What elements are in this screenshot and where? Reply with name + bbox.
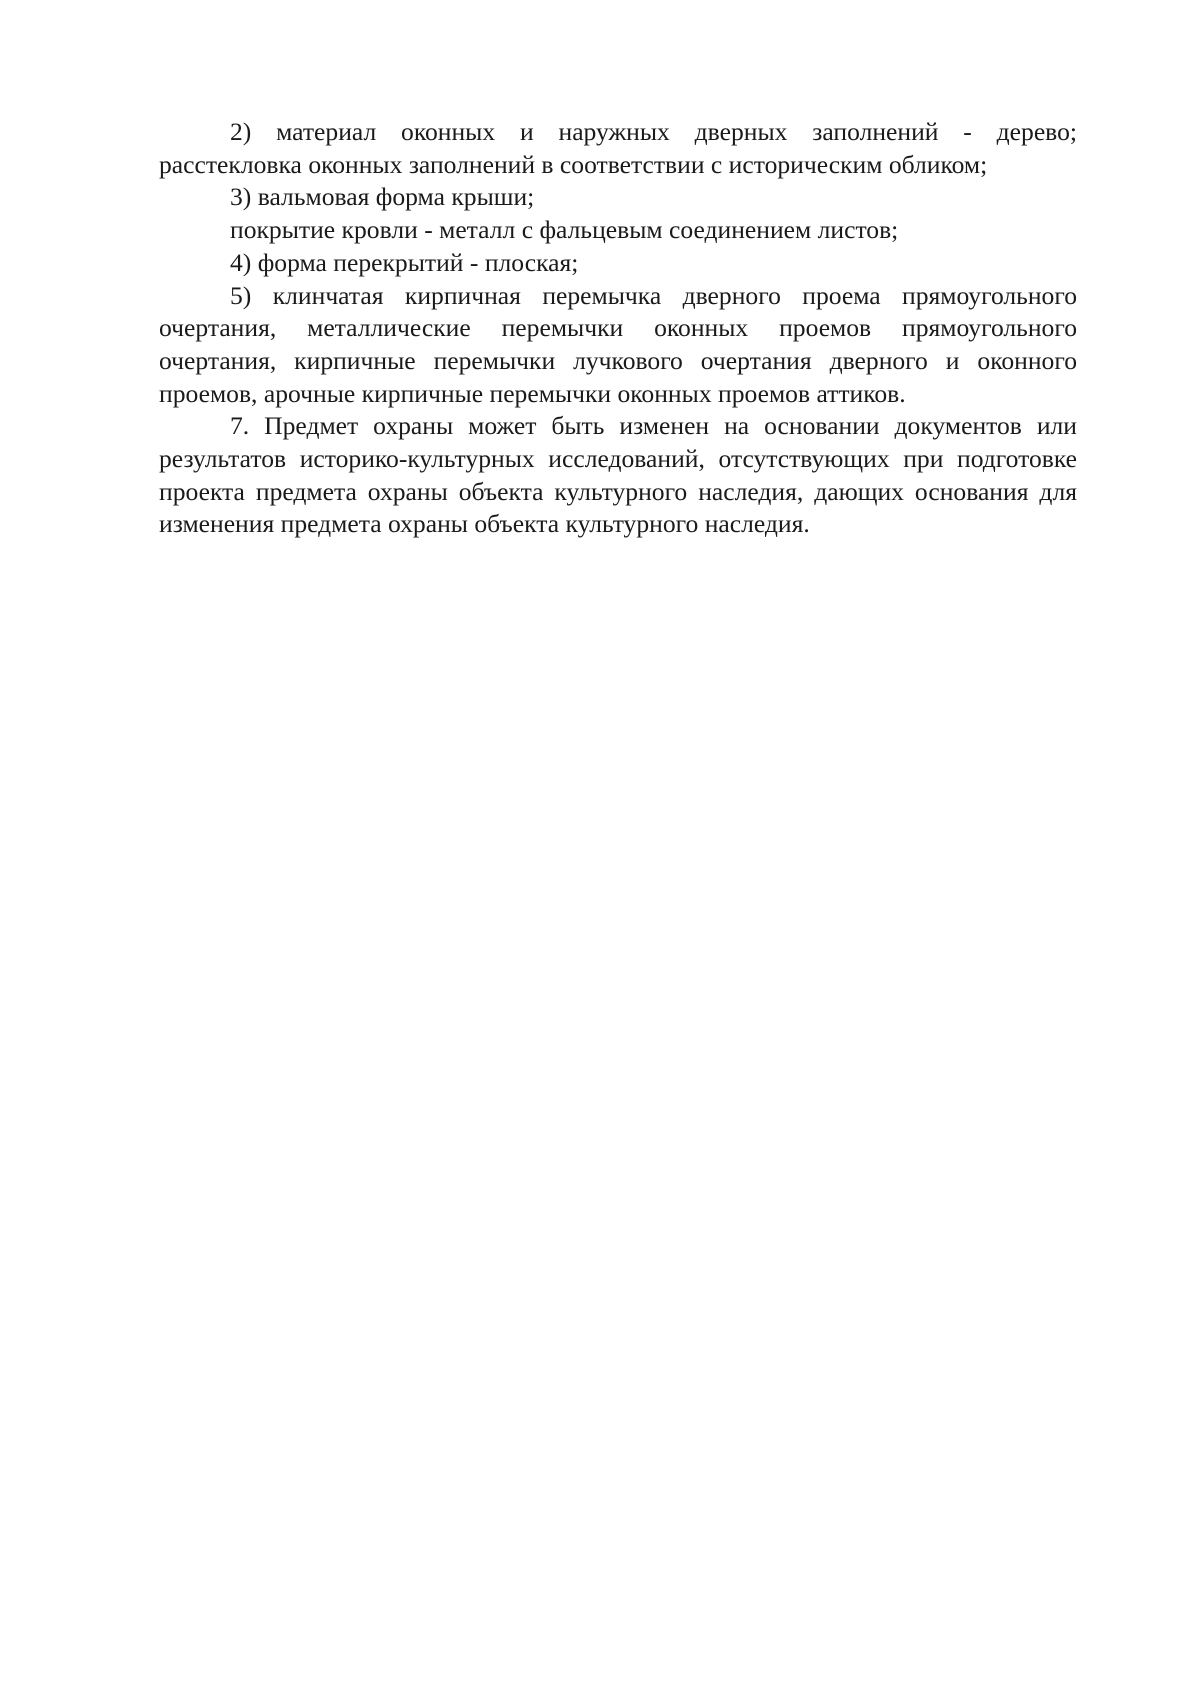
paragraph-floor-shape: 4) форма перекрытий - плоская; [230, 247, 579, 277]
paragraph-roof-shape: 3) вальмовая форма крыши; [230, 182, 535, 212]
paragraph-lintels: 5) клинчатая кирпичная перемычка дверного проема прямоугольного очертания, металлические перемычки оконных проемов прямоугольного очертания, кирпичные перемычки лучкового очертания дверного и оконного проемов, арочные кирпичные перемычки оконных проемов аттиков. [159, 280, 1077, 408]
paragraph-protection-change: 7. Предмет охраны может быть изменен на основании документов или результатов историко-культурных исследований, отсутствующих при подготовке проекта предмета охраны объекта культурного наследия, дающих основания для изменения предмета охраны объекта культурного наследия. [159, 411, 1077, 539]
paragraph-roof-covering: покрытие кровли - металл с фальцевым соединением листов; [230, 215, 899, 245]
paragraph-window-door-material: 2) материал оконных и наружных дверных заполнений - дерево; расстекловка оконных заполнений в соответствии с историческим обликом; [159, 117, 1077, 179]
document-body [159, 116, 1077, 541]
